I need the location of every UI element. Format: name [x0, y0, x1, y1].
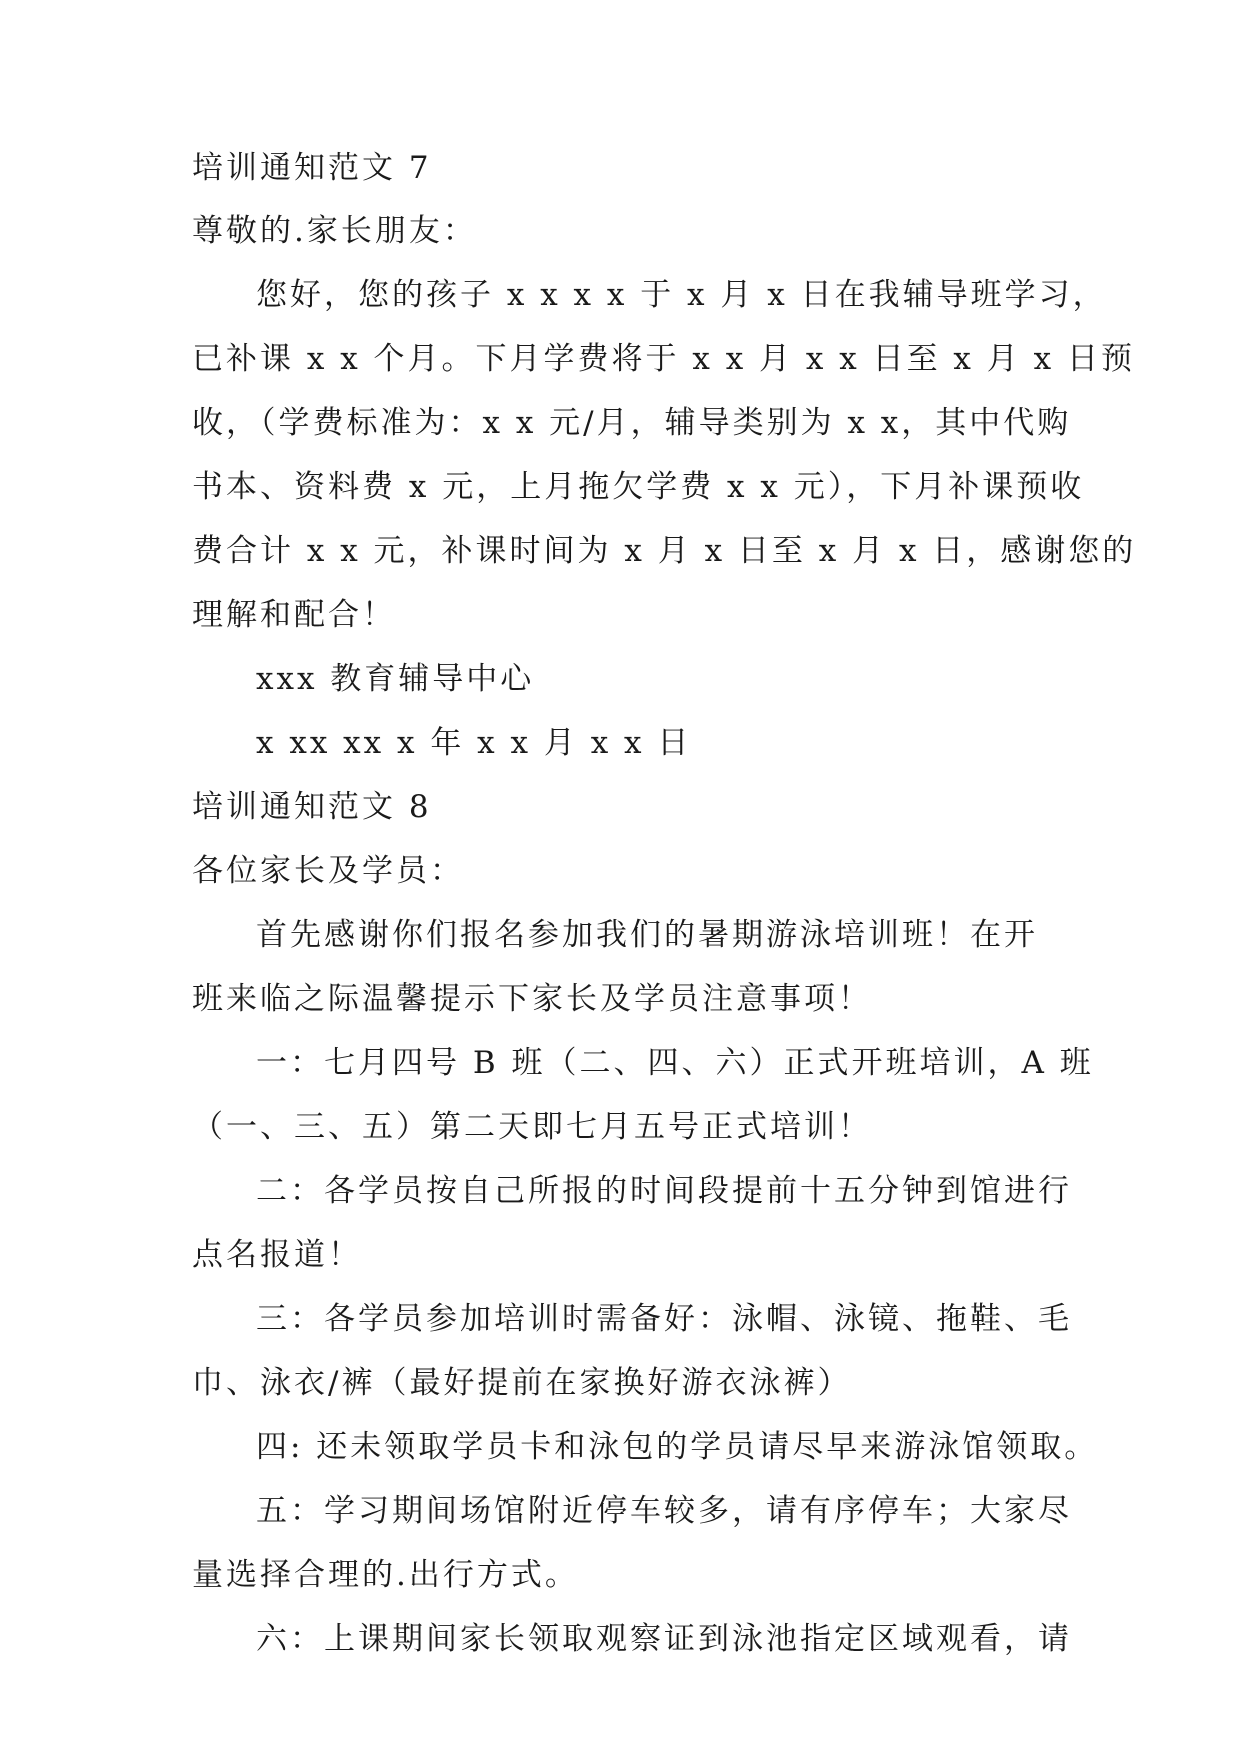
salutation: 各位家长及学员： — [192, 853, 464, 889]
paragraph-line: 四: 还未领取学员卡和泳包的学员请尽早来游泳馆领取。 — [256, 1429, 1099, 1465]
section-title-8: 培训通知范文 8 — [192, 789, 432, 825]
paragraph-line: 六：上课期间家长领取观察证到泳池指定区域观看，请 — [256, 1621, 1072, 1657]
paragraph-line: 费合计 x x 元，补课时间为 x 月 x 日至 x 月 x 日，感谢您的 — [192, 533, 1137, 569]
section-title-7: 培训通知范文 7 — [192, 150, 432, 186]
paragraph-line: 您好，您的孩子 x x x x 于 x 月 x 日在我辅导班学习， — [256, 277, 1107, 313]
salutation: 尊敬的.家长朋友： — [192, 213, 477, 249]
signature-date: x xx xx x 年 x x 月 x x 日 — [256, 725, 692, 761]
paragraph-line: （一、三、五）第二天即七月五号正式培训！ — [192, 1109, 872, 1145]
paragraph-line: 已补课 x x 个月。下月学费将于 x x 月 x x 日至 x 月 x 日预 — [192, 341, 1135, 377]
paragraph-line: 一：七月四号 B 班（二、四、六）正式开班培训，A 班 — [256, 1045, 1094, 1081]
paragraph-line: 班来临之际温馨提示下家长及学员注意事项！ — [192, 981, 872, 1017]
paragraph-line: 三：各学员参加培训时需备好：泳帽、泳镜、拖鞋、毛 — [256, 1301, 1072, 1337]
paragraph-line: 收，（学费标准为：x x 元/月，辅导类别为 x x，其中代购 — [192, 405, 1072, 441]
paragraph-line: 首先感谢你们报名参加我们的暑期游泳培训班！在开 — [256, 917, 1038, 953]
paragraph-line: 书本、资料费 x 元，上月拖欠学费 x x 元），下月补课预收 — [192, 469, 1085, 505]
paragraph-line: 理解和配合！ — [192, 597, 396, 633]
paragraph-line: 巾、泳衣/裤（最好提前在家换好游衣泳裤） — [192, 1365, 852, 1401]
paragraph-line: 点名报道！ — [192, 1237, 362, 1273]
paragraph-line: 量选择合理的.出行方式。 — [192, 1557, 579, 1593]
paragraph-line: 二：各学员按自己所报的时间段提前十五分钟到馆进行 — [256, 1173, 1072, 1209]
paragraph-line: 五：学习期间场馆附近停车较多，请有序停车；大家尽 — [256, 1493, 1072, 1529]
signature-org: xxx 教育辅导中心 — [256, 661, 535, 697]
